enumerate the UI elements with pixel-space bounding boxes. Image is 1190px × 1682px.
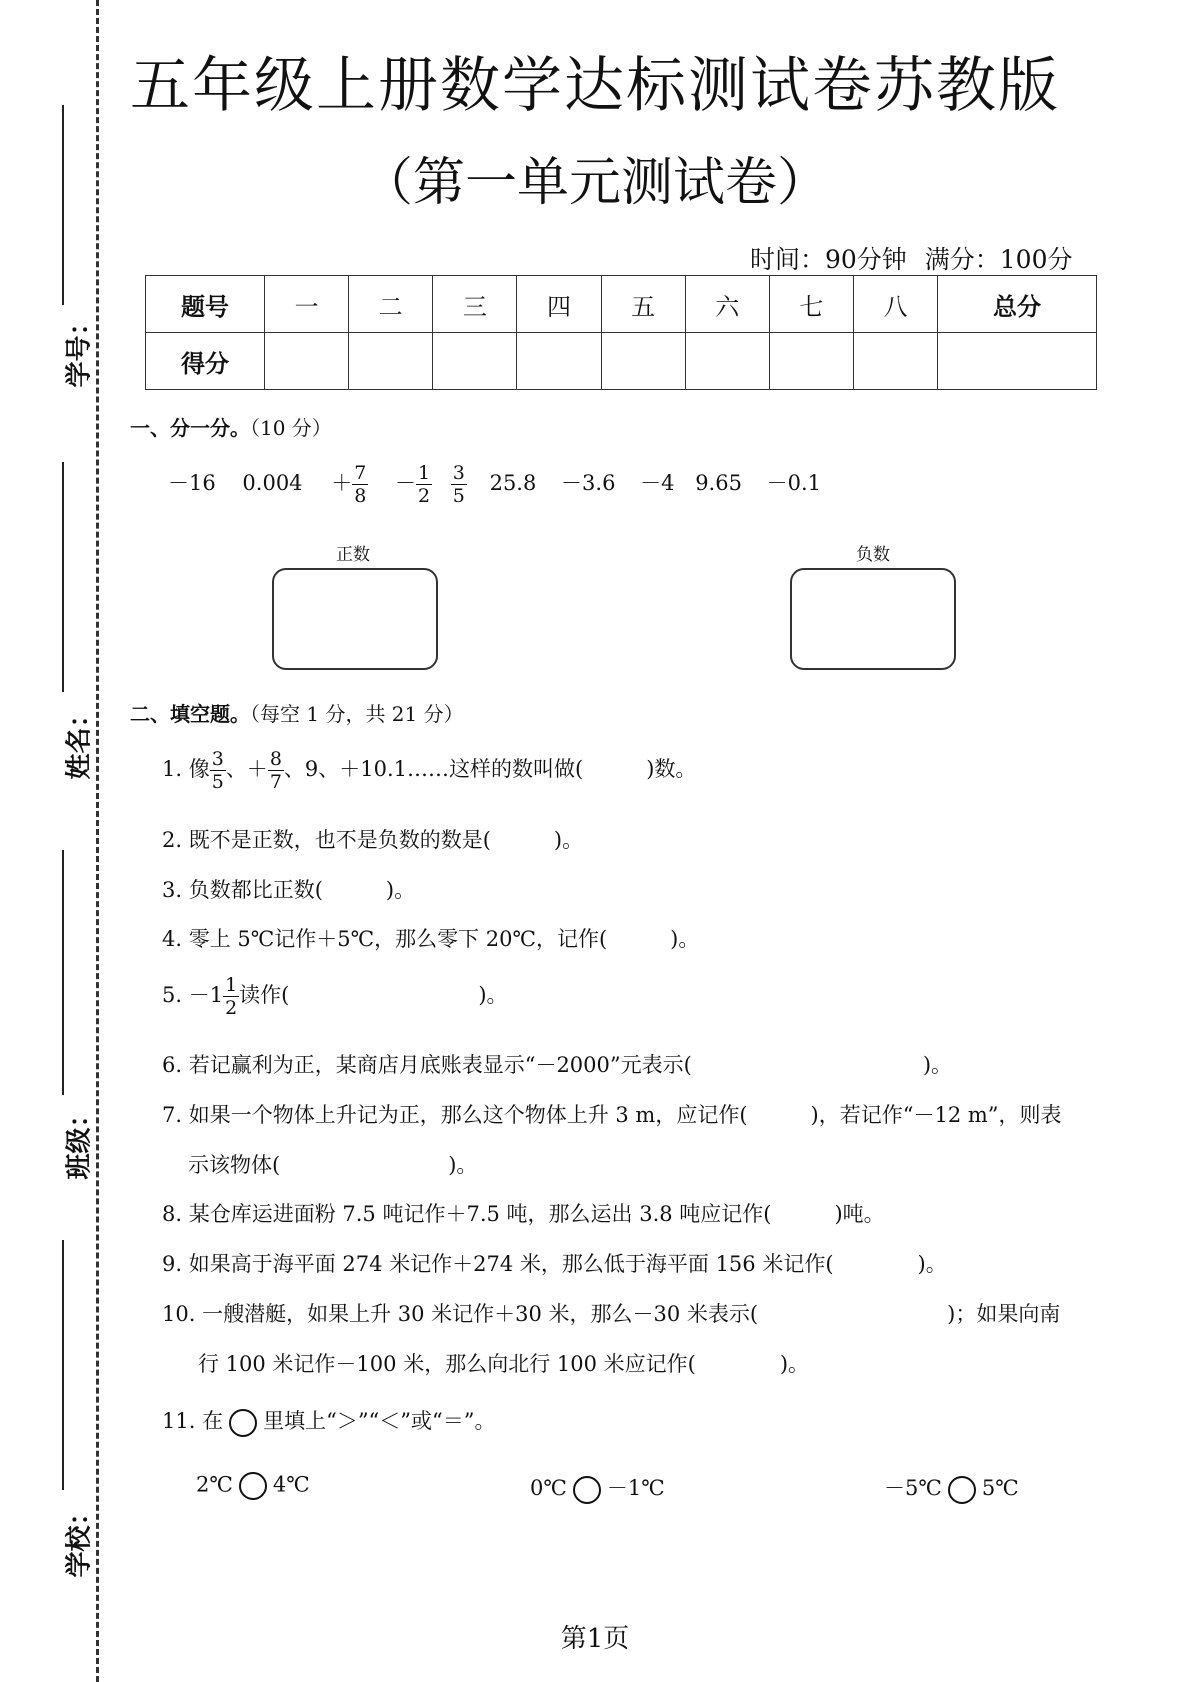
question-1 <box>162 748 696 793</box>
number-item: －4 <box>640 471 675 495</box>
question-3: 3. 负数都比正数( )。 <box>162 878 416 902</box>
comparison-left: 0℃ <box>530 1476 567 1500</box>
fraction-numerator: 1 <box>418 462 431 484</box>
comparison-right: －1℃ <box>606 1476 665 1500</box>
fraction-denominator: 8 <box>354 485 367 507</box>
question-7-line2: 示该物体( )。 <box>188 1153 478 1177</box>
full-score: 满分：100分 <box>924 245 1073 274</box>
question-7-line1: 7. 如果一个物体上升记为正，那么这个物体上升 3 m，应记作( )，若记作“－12 m”，则表 <box>162 1103 1062 1127</box>
fraction-denominator: 5 <box>211 771 224 793</box>
question-text: 、9、＋10.1……这样的数叫做( )数。 <box>283 757 697 781</box>
number-item: 25.8 <box>489 471 537 495</box>
fraction-item <box>416 462 432 507</box>
student-id-label: 学号： <box>64 309 95 388</box>
comparison-circle[interactable] <box>948 1476 976 1504</box>
section1-points: （10 分） <box>250 416 332 440</box>
school-label: 学校： <box>64 1499 95 1578</box>
column-header: 三 <box>433 276 517 333</box>
question-text: 、＋ <box>225 757 268 781</box>
fraction-denominator: 2 <box>418 485 431 507</box>
question-text: 5. －1 <box>162 983 224 1007</box>
comparison-circle[interactable] <box>239 1472 267 1500</box>
comparison-item <box>884 1472 1019 1504</box>
score-cell[interactable] <box>853 333 937 390</box>
name-line <box>62 462 64 692</box>
section2-points: （每空 1 分，共 21 分） <box>250 702 464 726</box>
question-4: 4. 零上 5℃记作＋5℃，那么零下 20℃，记作( )。 <box>162 927 700 951</box>
negative-answer-box[interactable] <box>790 568 956 670</box>
number-item: － <box>395 471 417 495</box>
question-8: 8. 某仓库运进面粉 7.5 吨记作＋7.5 吨，那么运出 3.8 吨应记作( )吨。 <box>162 1202 885 1226</box>
comparison-left: 2℃ <box>196 1472 233 1497</box>
score-table-score-row <box>146 333 1097 390</box>
fraction-numerator: 3 <box>211 748 224 770</box>
section1-number-list <box>168 462 821 507</box>
column-header: 二 <box>349 276 433 333</box>
comparison-left: －5℃ <box>884 1476 942 1500</box>
column-header: 八 <box>853 276 937 333</box>
positive-answer-box[interactable] <box>272 568 438 670</box>
number-item: 9.65 <box>695 471 742 495</box>
section2-title: 二、填空题。 <box>130 702 250 726</box>
score-cell[interactable] <box>433 333 517 390</box>
score-header: 得分 <box>146 333 265 390</box>
class-line <box>62 850 64 1095</box>
fraction-denominator: 2 <box>225 997 238 1019</box>
fraction-numerator: 1 <box>225 974 238 996</box>
page-number: 第1页 <box>560 1624 630 1654</box>
column-header: 五 <box>601 276 685 333</box>
score-cell[interactable] <box>769 333 853 390</box>
time-limit: 时间：90分钟 <box>750 245 907 274</box>
class-label: 班级： <box>64 1101 95 1180</box>
column-header: 七 <box>769 276 853 333</box>
fraction-item <box>451 462 467 507</box>
score-table-header-row <box>146 276 1097 333</box>
score-cell[interactable] <box>685 333 769 390</box>
comparison-right: 4℃ <box>272 1472 310 1497</box>
fraction-denominator: 7 <box>269 771 282 793</box>
total-header: 总分 <box>938 276 1097 333</box>
score-table <box>145 275 1097 390</box>
fraction-numerator: 7 <box>354 462 367 484</box>
question-6: 6. 若记赢利为正，某商店月底账表显示“－2000”元表示( )。 <box>162 1053 953 1077</box>
name-label: 姓名： <box>64 701 95 780</box>
score-cell[interactable] <box>601 333 685 390</box>
fraction-item <box>268 748 284 793</box>
page-subtitle: （第一单元测试卷） <box>360 153 829 213</box>
number-item: ＋ <box>331 471 353 495</box>
number-item: －0.1 <box>766 471 822 495</box>
score-cell[interactable] <box>938 333 1097 390</box>
fraction-item <box>210 748 226 793</box>
question-text: 11. 在 <box>162 1409 224 1433</box>
fraction-item <box>223 974 239 1019</box>
comparison-circle[interactable] <box>573 1476 601 1504</box>
number-item: －16 <box>168 471 216 495</box>
question-11 <box>162 1405 496 1437</box>
number-item: 0.004 <box>242 471 303 495</box>
negative-box-label: 负数 <box>856 545 890 565</box>
score-cell[interactable] <box>265 333 349 390</box>
exam-meta <box>750 240 1072 276</box>
question-5 <box>162 974 508 1019</box>
question-text: 1. 像 <box>162 757 210 781</box>
question-9: 9. 如果高于海平面 274 米记作＋274 米，那么低于海平面 156 米记作( )。 <box>162 1252 947 1276</box>
circle-icon <box>229 1409 257 1437</box>
number-item: －3.6 <box>561 471 616 495</box>
fraction-item <box>352 462 368 507</box>
page-title: 五年级上册数学达标测试卷苏教版 <box>130 51 1060 121</box>
section2-heading <box>130 698 464 727</box>
column-header: 一 <box>265 276 349 333</box>
section1-heading <box>130 412 332 441</box>
fraction-numerator: 3 <box>452 462 465 484</box>
score-cell[interactable] <box>517 333 601 390</box>
positive-box-label: 正数 <box>336 545 370 565</box>
column-header: 六 <box>685 276 769 333</box>
binding-dashed-line <box>96 0 99 1682</box>
column-header: 四 <box>517 276 601 333</box>
comparison-right: 5℃ <box>981 1476 1019 1500</box>
score-cell[interactable] <box>349 333 433 390</box>
question-10-line2: 行 100 米记作－100 米，那么向北行 100 米应记作( )。 <box>198 1352 810 1376</box>
section1-title: 一、分一分。 <box>130 416 250 440</box>
fraction-numerator: 8 <box>269 748 282 770</box>
question-2: 2. 既不是正数，也不是负数的数是( )。 <box>162 828 584 852</box>
comparison-item <box>530 1472 665 1504</box>
question-number-header: 题号 <box>146 276 265 333</box>
fraction-denominator: 5 <box>452 485 465 507</box>
comparison-item <box>196 1472 310 1500</box>
school-line <box>62 1240 64 1490</box>
question-text: 里填上“＞”“＜”或“＝”。 <box>263 1409 496 1433</box>
question-10-line1: 10. 一艘潜艇，如果上升 30 米记作＋30 米，那么－30 米表示( )；如果向南 <box>162 1302 1061 1326</box>
question-text: 读作( )。 <box>239 983 508 1007</box>
